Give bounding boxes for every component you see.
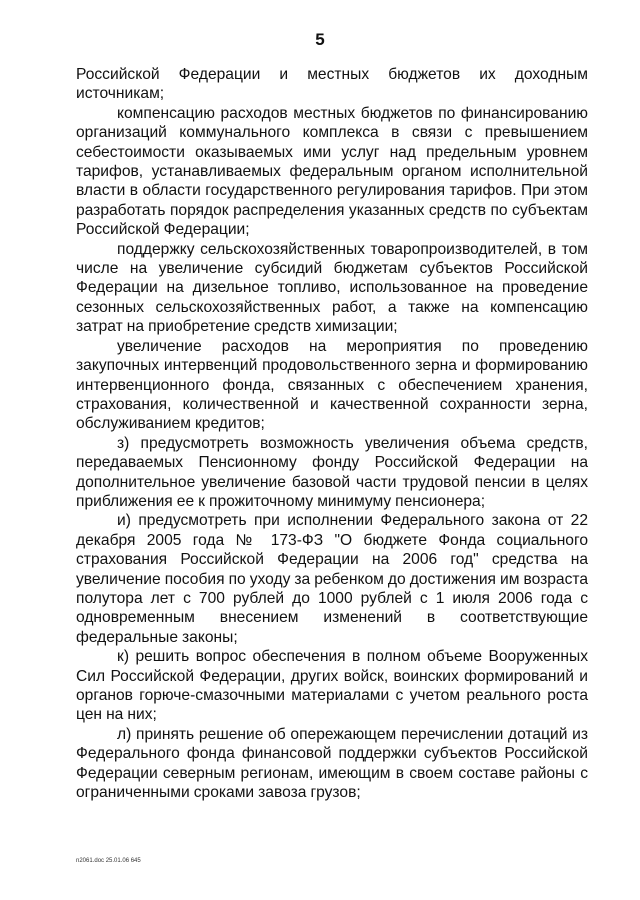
paragraph-2: компенсацию расходов местных бюджетов по финансированию организаций коммунального комплекса в связи с превышением себестоимости оказываемых ими услуг над предельным уровнем тарифов, устанавливаемых федеральным органом исполнительной власти в области государственного регулирования тарифов. При этом разработать порядок распределения указанных средств по субъектам Российской Федерации;: [76, 104, 588, 239]
paragraph-5: з) предусмотреть возможность увеличения объема средств, передаваемых Пенсионному фонду Российской Федерации на дополнительное увеличение базовой части трудовой пенсии в целях приближения ее к прожиточному минимуму пенсионера;: [76, 434, 588, 510]
paragraph-7: к) решить вопрос обеспечения в полном объеме Вооруженных Сил Российской Федерации, других войск, воинских формирований и органов горюче-смазочными материалами с учетом реального роста цен на них;: [76, 648, 588, 724]
paragraph-8: л) принять решение об опережающем перечислении дотаций из Федерального фонда финансовой поддержки субъектов Российской Федерации северным регионам, имеющим в своем составе районы с ограниченными сроками завоза грузов;: [76, 725, 588, 802]
paragraph-6: и) предусмотреть при исполнении Федерального закона от 22 декабря 2005 года № 173-ФЗ "О бюджете Фонда социального страхования Российской Федерации на 2006 год" средства на увеличение пособия по уходу за ребенком до достижения им возраста полутора лет с 700 рублей до 1000 рублей с 1 июля 2006 года с одновременным внесением изменений в соответствующие федеральные законы;: [76, 512, 589, 646]
paragraph-4: увеличение расходов на мероприятия по проведению закупочных интервенций продовольственного зерна и формированию интервенционного фонда, связанных с обеспечением хранения, страхования, количественной и качественной сохранности зерна, обслуживанием кредитов;: [76, 337, 588, 433]
footer-file-reference: n2061.doc 25.01.06 645: [76, 858, 141, 864]
paragraph-3: поддержку сельскохозяйственных товаропроизводителей, в том числе на увеличение субсидий бюджетам субъектов Российской Федерации на дизельное топливо, использованное на проведение сезонных сельскохозяйственных работ, а также на компенсацию затрат на приобретение средств химизации;: [76, 240, 588, 336]
page-number: 5: [315, 30, 325, 49]
paragraph-1: Российской Федерации и местных бюджетов их доходным источникам;: [76, 66, 588, 103]
document-body: [76, 65, 588, 802]
